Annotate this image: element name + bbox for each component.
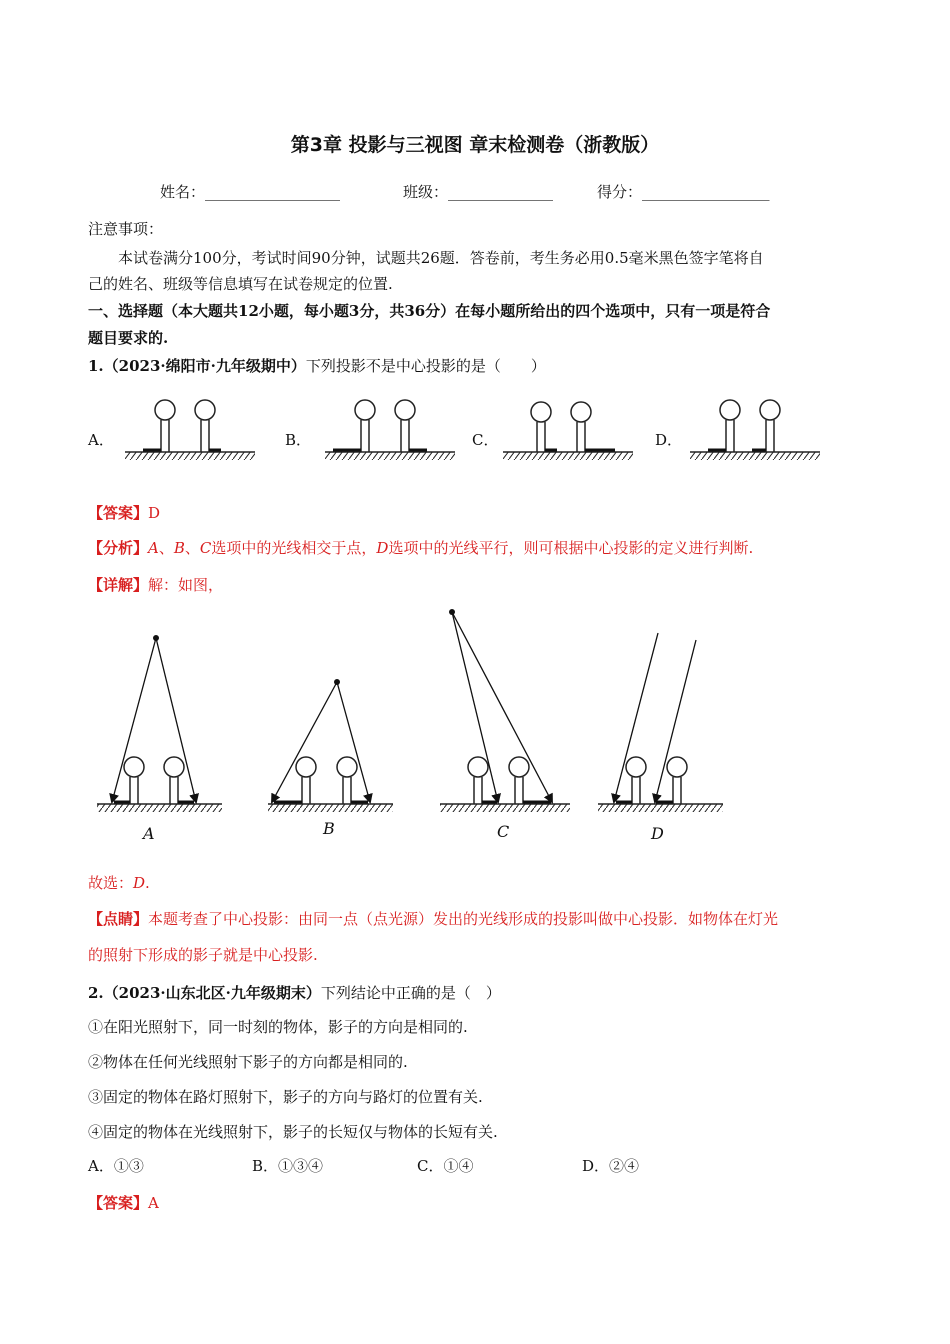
q1-detail-tag: 【详解】 [88, 576, 149, 594]
q1-analysis-a: A [148, 539, 159, 557]
score-label: 得分： [597, 183, 643, 201]
q2-statement-4: ④固定的物体在光线照射下，影子的长短仅与物体的长短有关. [88, 1123, 498, 1141]
figure-label-c: C [497, 822, 510, 841]
q1-analysis-b: B [173, 539, 185, 557]
class-blank: ______________ [448, 183, 554, 201]
name-field[interactable] [160, 181, 340, 202]
question-1-source: （2023·绵阳市·九年级期中） [103, 357, 306, 375]
q1-answer-tag: 【答案】 [88, 504, 149, 522]
q1-conclusion-prefix: 故选： [88, 874, 134, 892]
figure-label-d: D [651, 824, 664, 843]
q1-analysis [88, 538, 753, 558]
figure-label-b: B [323, 819, 335, 838]
q2-statement-3: ③固定的物体在路灯照射下，影子的方向与路灯的位置有关. [88, 1088, 483, 1106]
notice-line-2: 己的姓名、班级等信息填写在试卷规定的位置. [88, 275, 393, 293]
q1-analysis-c: C [199, 539, 212, 557]
q1-detail [88, 575, 223, 595]
notice-heading: 注意事项： [88, 220, 164, 238]
figure-panel-d [598, 633, 723, 812]
question-2-text: 下列结论中正确的是（ ） [320, 984, 501, 1002]
q1-answer-value: D [148, 504, 161, 522]
class-label: 班级： [403, 183, 449, 201]
figure-panel-a [97, 635, 222, 812]
page-title: 第3章 投影与三视图 章末检测卷（浙教版） [290, 134, 660, 156]
q1-analysis-sep2: 、 [184, 539, 200, 557]
figure-panel-b [268, 679, 393, 812]
q1-detail-text: 解：如图， [148, 576, 224, 594]
name-blank: __________________ [205, 183, 341, 201]
q1-comment-line-1 [88, 909, 778, 929]
section-heading-line-2: 题目要求的. [88, 329, 169, 347]
q1-analysis-tail: 选项中的光线平行，则可根据中心投影的定义进行判断. [388, 539, 754, 557]
q1-option-b-label: B． [285, 431, 312, 449]
question-1-number: 1. [88, 357, 104, 375]
q2-option-b: B．①③④ [252, 1157, 324, 1175]
figure-panel-c [440, 609, 570, 812]
score-blank: _________________ [642, 183, 770, 201]
q1-comment-text-1: 本题考查了中心投影：由同一点（点光源）发出的光线形成的投影叫做中心投影．如物体在灯光 [148, 910, 779, 928]
class-field[interactable] [403, 181, 553, 202]
figure-label-a: A [143, 824, 155, 843]
q2-answer-value: A [148, 1194, 159, 1212]
question-2-stem [88, 983, 501, 1003]
q1-comment-tag: 【点睛】 [88, 910, 149, 928]
question-2-number: 2. [88, 984, 104, 1002]
q1-analysis-d: D [376, 539, 389, 557]
q1-comment-line-2: 的照射下形成的影子就是中心投影. [88, 946, 318, 964]
q2-option-d: D．②④ [582, 1157, 640, 1175]
q1-analysis-tag: 【分析】 [88, 539, 149, 557]
q1-option-c-label: C． [472, 431, 499, 449]
question-2-source: （2023·山东北区·九年级期末） [103, 984, 321, 1002]
section-heading-line-1: 一、选择题（本大题共12小题，每小题3分，共36分）在每小题所给出的四个选项中，只有一项是符合 [88, 302, 771, 320]
question-1-text: 下列投影不是中心投影的是（ ） [305, 357, 546, 375]
q2-answer [88, 1193, 159, 1213]
q2-statement-2: ②物体在任何光线照射下影子的方向都是相同的. [88, 1053, 408, 1071]
q1-option-c-figure [503, 395, 633, 465]
q2-option-c: C．①④ [417, 1157, 474, 1175]
q1-option-b-figure [325, 395, 455, 465]
q1-answer [88, 503, 160, 523]
notice-line-1: 本试卷满分100分，考试时间90分钟，试题共26题．答卷前，考生务必用0.5毫米黑色签字笔将自 [118, 249, 764, 267]
name-label: 姓名： [160, 183, 206, 201]
q1-option-a-figure [125, 395, 255, 465]
q1-analysis-sep1: 、 [158, 539, 174, 557]
q1-option-d-figure [690, 395, 820, 465]
q1-option-d-label: D． [655, 431, 683, 449]
q1-conclusion-value: D [133, 874, 146, 892]
q1-analysis-mid: 选项中的光线相交于点， [211, 539, 377, 557]
q2-statement-1: ①在阳光照射下，同一时刻的物体，影子的方向是相同的. [88, 1018, 468, 1036]
q2-answer-tag: 【答案】 [88, 1194, 149, 1212]
q1-conclusion-suffix: . [145, 874, 150, 892]
question-1-stem [88, 356, 546, 376]
q2-option-a: A．①③ [88, 1157, 144, 1175]
q1-explanation-figure [0, 600, 950, 850]
q1-conclusion [88, 873, 150, 893]
q1-option-a-label: A． [88, 431, 114, 449]
score-field[interactable] [597, 181, 770, 202]
